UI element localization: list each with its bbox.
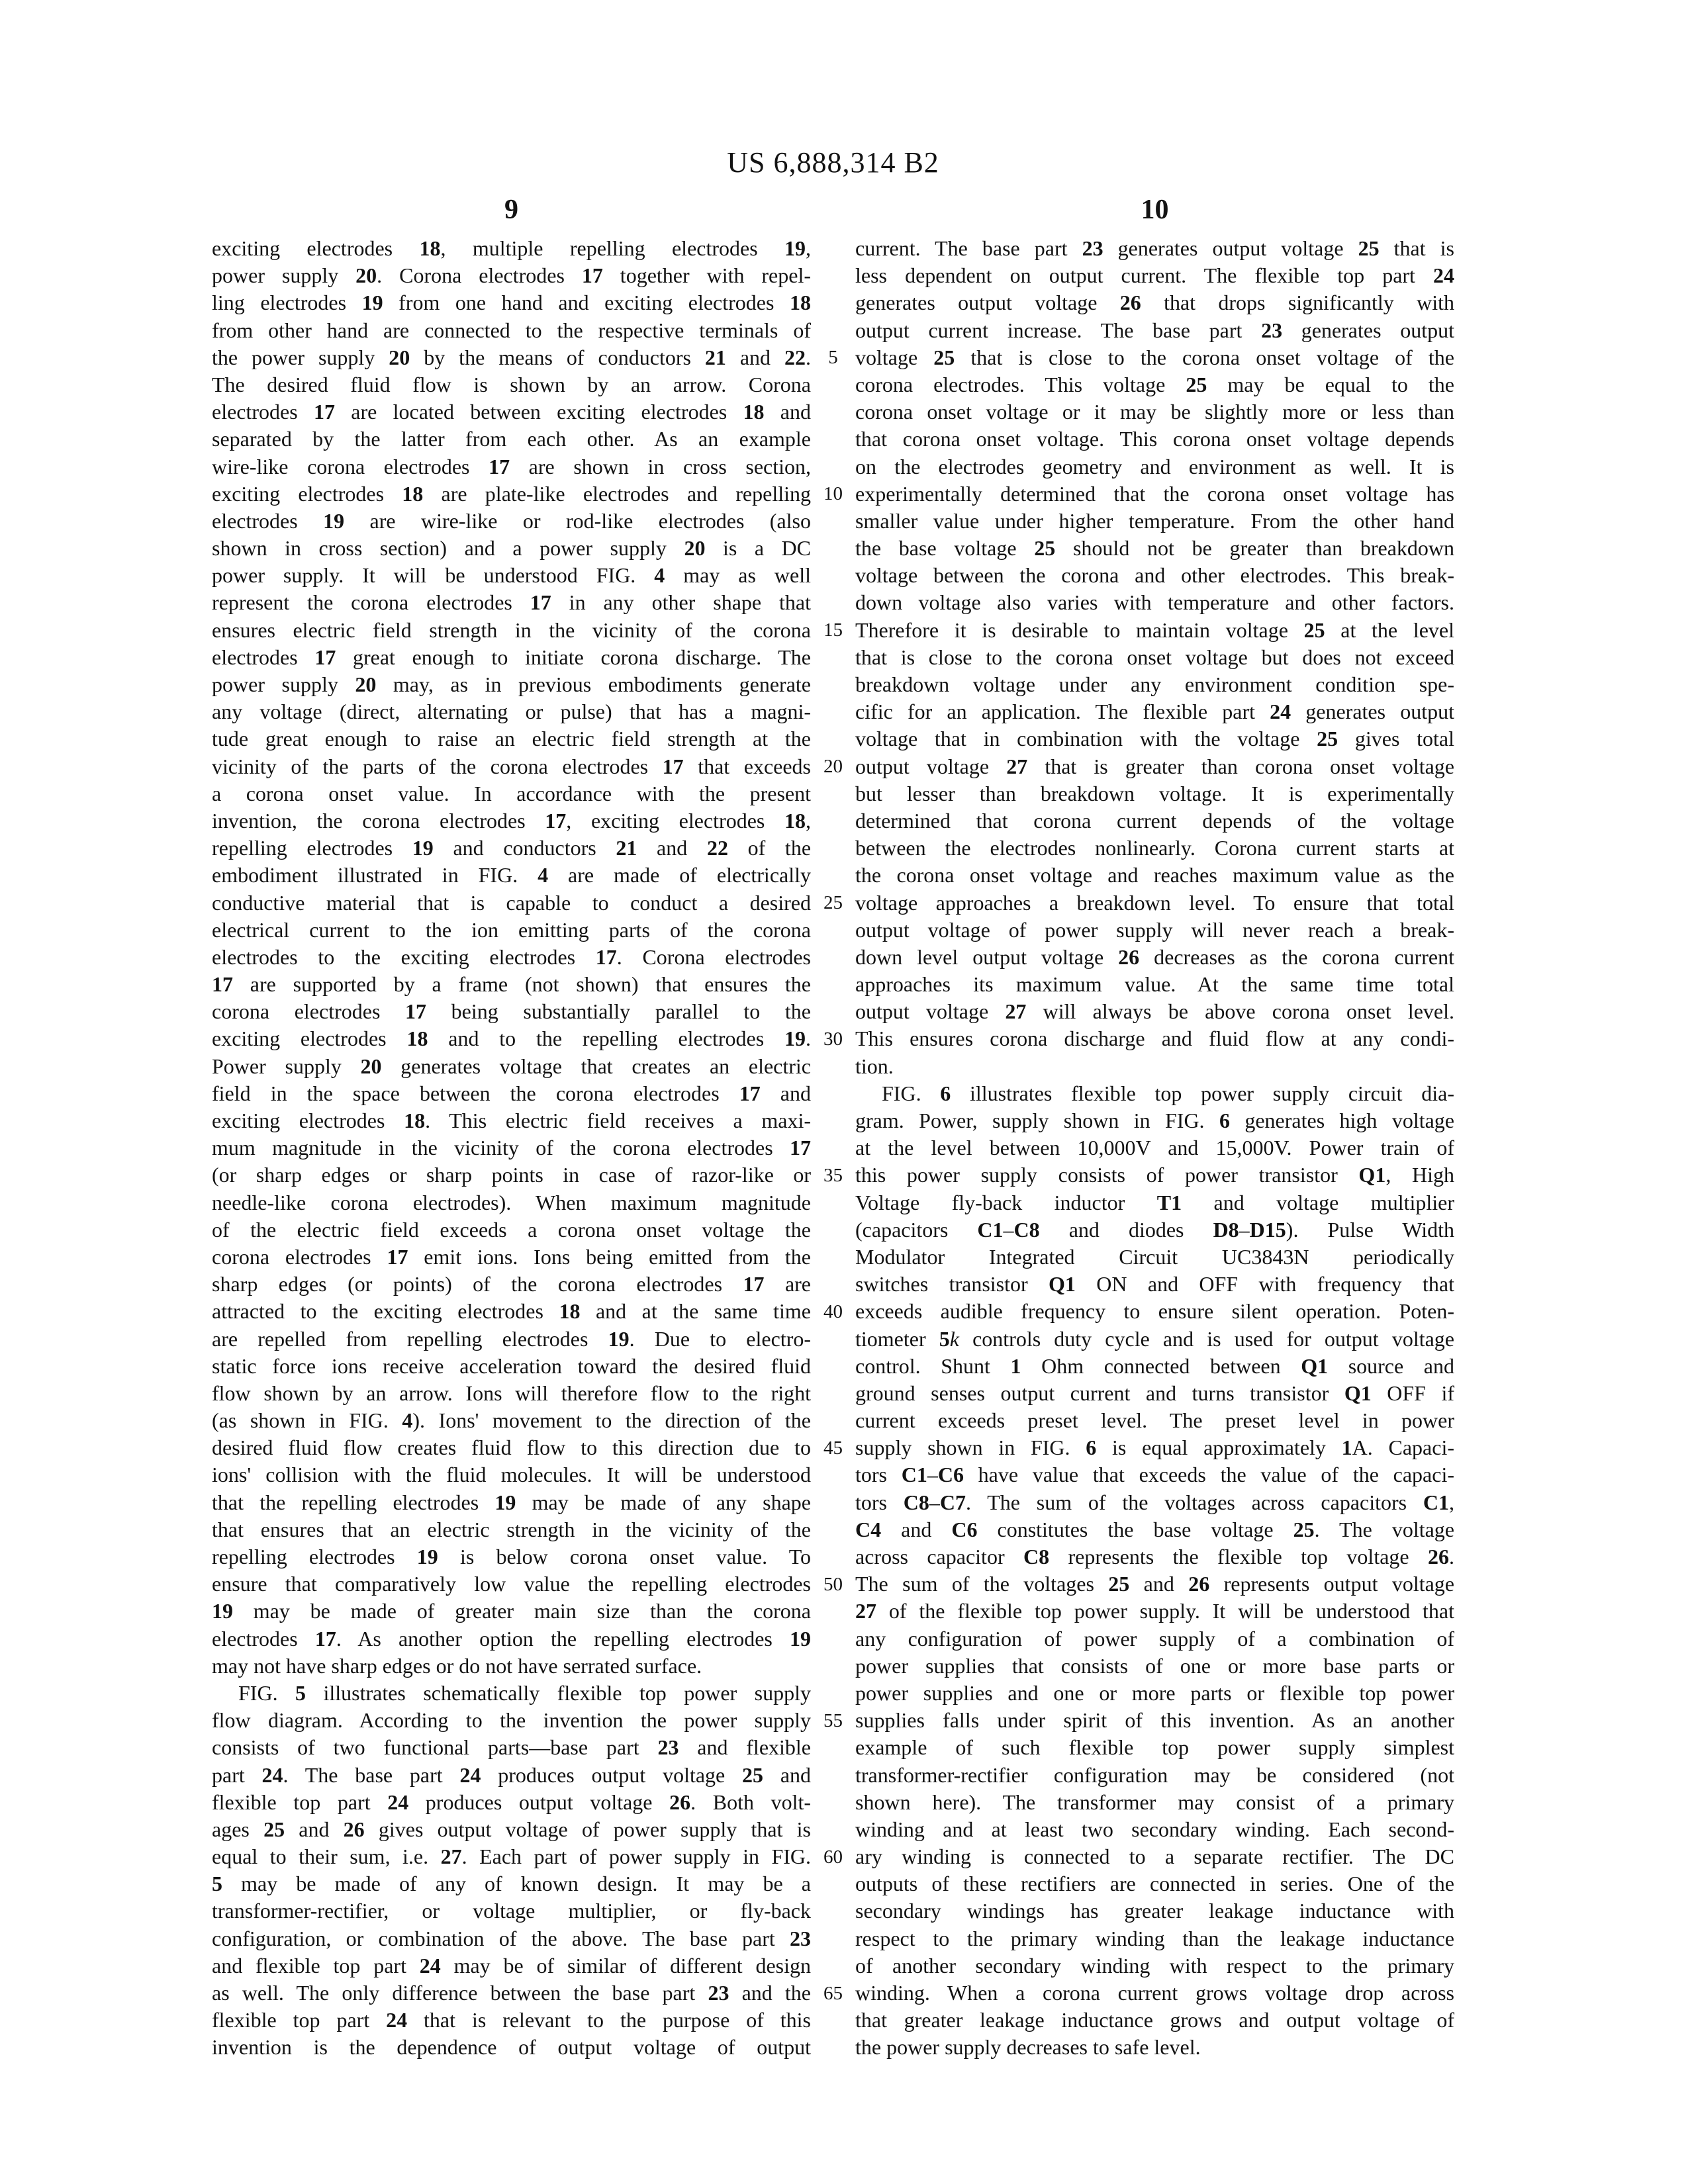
text-line: 19 may be made of greater main size than the corona [212,1599,811,1623]
text-line: down voltage also varies with temperature and other factors. [855,590,1454,615]
text-line: determined that corona current depends of the voltage [855,808,1454,833]
text-line: needle-like corona electrodes). When maximum magnitude [212,1190,811,1214]
column-number-9: 9 [504,195,518,225]
text-line: flow diagram. According to the invention the power supply [212,1708,811,1733]
text-line: embodiment illustrated in FIG. 4 are made of electrically [212,863,811,887]
text-line: FIG. 5 illustrates schematically flexible top power supply [238,1680,811,1705]
line-number: 5 [828,346,838,368]
text-line: The desired fluid flow is shown by an arrow. Corona [212,372,811,396]
text-line: that greater leakage inductance grows and output voltage of [855,2008,1454,2032]
text-line: a corona onset value. In accordance with the present [212,781,811,805]
text-line: exciting electrodes 18, multiple repelling electrodes 19, [212,236,811,260]
text-line: output voltage 27 that is greater than corona onset voltage [855,754,1454,778]
text-line: tion. [855,1054,894,1078]
text-line: shown in cross section) and a power supply 20 is a DC [212,536,811,561]
text-line: exciting electrodes 18 and to the repelling electrodes 19. [212,1026,811,1051]
line-number: 50 [823,1573,843,1595]
text-line: electrical current to the ion emitting parts of the corona [212,917,811,942]
text-line: power supplies that consists of one or more base parts or [855,1653,1454,1678]
text-line: this power supply consists of power transistor Q1, High [855,1163,1454,1187]
line-number: 10 [823,482,843,504]
text-line: current. The base part 23 generates output voltage 25 that is [855,236,1454,260]
text-line: example of such flexible top power supply simplest [855,1735,1454,1760]
text-line: exciting electrodes 18. This electric field receives a maxi- [212,1109,811,1132]
text-line: the power supply decreases to safe level. [855,2035,1201,2060]
text-line: (capacitors C1–C8 and diodes D8–D15). Pulse Width [855,1217,1454,1242]
text-line: the corona onset voltage and reaches maximum value as the [855,863,1454,887]
text-line: field in the space between the corona electrodes 17 and [212,1081,811,1105]
text-line: The sum of the voltages 25 and 26 represents output voltage [855,1572,1454,1596]
text-line: 27 of the flexible top power supply. It will be understood that [855,1599,1454,1623]
text-line: tors C1–C6 have value that exceeds the value of the capaci- [855,1463,1454,1487]
text-line: conductive material that is capable to conduct a desired [212,890,811,915]
text-line: (as shown in FIG. 4). Ions' movement to the direction of the [212,1408,811,1433]
text-line: ages 25 and 26 gives output voltage of power supply that is [212,1817,811,1841]
text-line: represent the corona electrodes 17 in any other shape that [212,590,811,615]
text-line: from other hand are connected to the respective terminals of [212,318,811,342]
line-number: 40 [823,1300,843,1322]
text-line: across capacitor C8 represents the flexible top voltage 26. [855,1545,1454,1569]
text-line: voltage between the corona and other electrodes. This break- [855,563,1454,588]
text-line: any voltage (direct, alternating or pulse) that has a magni- [212,700,811,724]
text-line: ary winding is connected to a separate rectifier. The DC [855,1844,1454,1869]
text-line: flow shown by an arrow. Ions will therefore flow to the right [212,1381,811,1405]
text-line: and flexible top part 24 may be of similar of different design [212,1953,811,1978]
text-line: flexible top part 24 produces output voltage 26. Both volt- [212,1790,811,1814]
text-line: electrodes 19 are wire-like or rod-like electrodes (also [212,508,811,533]
text-line: corona electrodes. This voltage 25 may be equal to the [855,372,1454,396]
text-line: on the electrodes geometry and environment as well. It is [855,454,1454,478]
text-line: that corona onset voltage. This corona onset voltage depends [855,427,1454,451]
text-line: at the level between 10,000V and 15,000V. Power train of [855,1136,1454,1160]
text-line: corona electrodes 17 emit ions. Ions being emitted from the [212,1244,811,1269]
text-line: tors C8–C7. The sum of the voltages across capacitors C1, [855,1490,1454,1514]
text-line: ions' collision with the fluid molecules. It will be understood [212,1463,811,1487]
text-line: any configuration of power supply of a combination of [855,1626,1454,1651]
text-line: but lesser than breakdown voltage. It is experimentally [855,781,1454,805]
text-line: electrodes 17. As another option the repelling electrodes 19 [212,1626,811,1651]
text-line: the power supply 20 by the means of conductors 21 and 22. [212,345,811,369]
text-line: that ensures that an electric strength in the vicinity of the [212,1517,811,1541]
text-line: wire-like corona electrodes 17 are shown in cross section, [212,454,811,478]
text-line: may not have sharp edges or do not have serrated surface. [212,1653,702,1678]
text-line: down level output voltage 26 decreases as the corona current [855,944,1454,969]
text-line: smaller value under higher temperature. From the other hand [855,508,1454,533]
text-line: generates output voltage 26 that drops significantly with [855,291,1454,315]
text-line: the base voltage 25 should not be greater than breakdown [855,536,1454,561]
line-number: 45 [823,1437,843,1459]
text-line: invention, the corona electrodes 17, exciting electrodes 18, [212,808,811,833]
text-line: as well. The only difference between the base part 23 and the [212,1981,811,2005]
patent-number-header: US 6,888,314 B2 [727,146,939,179]
text-line: ground senses output current and turns transistor Q1 OFF if [855,1381,1454,1405]
text-line: power supplies and one or more parts or flexible top power [855,1680,1454,1705]
text-line: ling electrodes 19 from one hand and exciting electrodes 18 [212,291,811,315]
text-line: gram. Power, supply shown in FIG. 6 generates high voltage [855,1109,1454,1132]
text-line: winding. When a corona current grows voltage drop across [855,1981,1454,2005]
text-line: FIG. 6 illustrates flexible top power supply circuit dia- [882,1081,1454,1105]
text-line: invention is the dependence of output voltage of output [212,2035,811,2060]
text-line: static force ions receive acceleration toward the desired fluid [212,1353,811,1378]
text-line: equal to their sum, i.e. 27. Each part of power supply in FIG. [212,1844,811,1869]
text-line: less dependent on output current. The flexible top part 24 [855,263,1454,288]
text-line: voltage 25 that is close to the corona onset voltage of the [855,345,1454,369]
text-line: transformer-rectifier, or voltage multiplier, or fly-back [212,1899,811,1923]
text-line: transformer-rectifier configuration may be considered (not [855,1762,1454,1787]
text-line: experimentally determined that the corona onset voltage has [855,481,1454,506]
text-line: desired fluid flow creates fluid flow to this direction due to [212,1435,811,1460]
column-10-text [855,235,1454,2062]
text-line: power supply 20. Corona electrodes 17 together with repel- [212,263,811,288]
text-line: separated by the latter from each other. As an example [212,427,811,451]
text-line: ensures electric field strength in the vicinity of the corona [212,617,811,642]
text-line: Voltage fly-back inductor T1 and voltage multiplier [855,1190,1454,1214]
text-line: Therefore it is desirable to maintain voltage 25 at the level [855,617,1454,642]
column-number-10: 10 [1141,195,1169,225]
text-line: supply shown in FIG. 6 is equal approximately 1A. Capaci- [855,1435,1454,1460]
text-line: consists of two functional parts—base part 23 and flexible [212,1735,811,1760]
line-number: 35 [823,1164,843,1186]
text-line: Modulator Integrated Circuit UC3843N periodically [855,1244,1454,1269]
line-number-gutter [811,235,855,2065]
text-line: tude great enough to raise an electric field strength at the [212,727,811,751]
text-line: between the electrodes nonlinearly. Corona current starts at [855,836,1454,860]
text-line: supplies falls under spirit of this invention. As an another [855,1708,1454,1733]
line-number: 55 [823,1709,843,1731]
text-line: repelling electrodes 19 and conductors 21 and 22 of the [212,836,811,860]
text-line: that is close to the corona onset voltage but does not exceed [855,645,1454,669]
text-line: approaches its maximum value. At the same time total [855,972,1454,997]
text-line: Power supply 20 generates voltage that creates an electric [212,1054,811,1078]
text-line: cific for an application. The flexible part 24 generates output [855,700,1454,724]
column-9-text [212,235,811,2062]
text-line: This ensures corona discharge and fluid flow at any condi- [855,1026,1454,1051]
text-line: breakdown voltage under any environment condition spe- [855,672,1454,696]
line-number: 60 [823,1846,843,1868]
text-line: power supply 20 may, as in previous embodiments generate [212,672,811,696]
text-line: attracted to the exciting electrodes 18 and at the same time [212,1299,811,1324]
text-line: exciting electrodes 18 are plate-like electrodes and repelling [212,481,811,506]
text-line: (or sharp edges or sharp points in case of razor-like or [212,1163,811,1187]
text-line: exceeds audible frequency to ensure silent operation. Poten- [855,1299,1454,1324]
text-line: output voltage 27 will always be above corona onset level. [855,999,1454,1024]
text-line: control. Shunt 1 Ohm connected between Q1 source and [855,1353,1454,1378]
text-line: voltage that in combination with the voltage 25 gives total [855,727,1454,751]
text-line: corona electrodes 17 being substantially parallel to the [212,999,811,1024]
text-line: voltage approaches a breakdown level. To ensure that total [855,890,1454,915]
text-line: power supply. It will be understood FIG. 4 may as well [212,563,811,588]
text-line: winding and at least two secondary winding. Each second- [855,1817,1454,1841]
line-number: 30 [823,1028,843,1050]
text-line: ensure that comparatively low value the repelling electrodes [212,1572,811,1596]
text-line: of the electric field exceeds a corona onset voltage the [212,1217,811,1242]
text-line: output voltage of power supply will never reach a break- [855,917,1454,942]
text-line: electrodes to the exciting electrodes 17. Corona electrodes [212,944,811,969]
text-line: C4 and C6 constitutes the base voltage 25. The voltage [855,1517,1454,1541]
text-line: switches transistor Q1 ON and OFF with frequency that [855,1272,1454,1297]
line-number: 20 [823,755,843,777]
text-line: current exceeds preset level. The preset level in power [855,1408,1454,1433]
text-line: configuration, or combination of the above. The base part 23 [212,1926,811,1950]
text-line: that the repelling electrodes 19 may be made of any shape [212,1490,811,1514]
text-line: shown here). The transformer may consist of a primary [855,1790,1454,1814]
text-line: are repelled from repelling electrodes 19. Due to electro- [212,1326,811,1351]
text-line: repelling electrodes 19 is below corona onset value. To [212,1545,811,1569]
line-number: 25 [823,891,843,913]
text-line: mum magnitude in the vicinity of the corona electrodes 17 [212,1136,811,1160]
text-line: corona onset voltage or it may be slightly more or less than [855,400,1454,424]
text-line: 17 are supported by a frame (not shown) that ensures the [212,972,811,997]
line-number: 15 [823,619,843,641]
text-line: flexible top part 24 that is relevant to the purpose of this [212,2008,811,2032]
text-line: vicinity of the parts of the corona electrodes 17 that exceeds [212,754,811,778]
text-line: outputs of these rectifiers are connected in series. One of the [855,1872,1454,1896]
text-line: of another secondary winding with respect to the primary [855,1953,1454,1978]
text-line: electrodes 17 great enough to initiate corona discharge. The [212,645,811,669]
text-line: respect to the primary winding than the leakage inductance [855,1926,1454,1950]
text-line: 5 may be made of any of known design. It may be a [212,1872,811,1896]
text-line: electrodes 17 are located between exciting electrodes 18 and [212,400,811,424]
text-line: secondary windings has greater leakage inductance with [855,1899,1454,1923]
text-line: output current increase. The base part 23 generates output [855,318,1454,342]
text-line: sharp edges (or points) of the corona electrodes 17 are [212,1272,811,1297]
line-number: 65 [823,1982,843,2004]
text-line: part 24. The base part 24 produces output voltage 25 and [212,1762,811,1787]
text-line: tiometer 5k controls duty cycle and is used for output voltage [855,1326,1454,1351]
